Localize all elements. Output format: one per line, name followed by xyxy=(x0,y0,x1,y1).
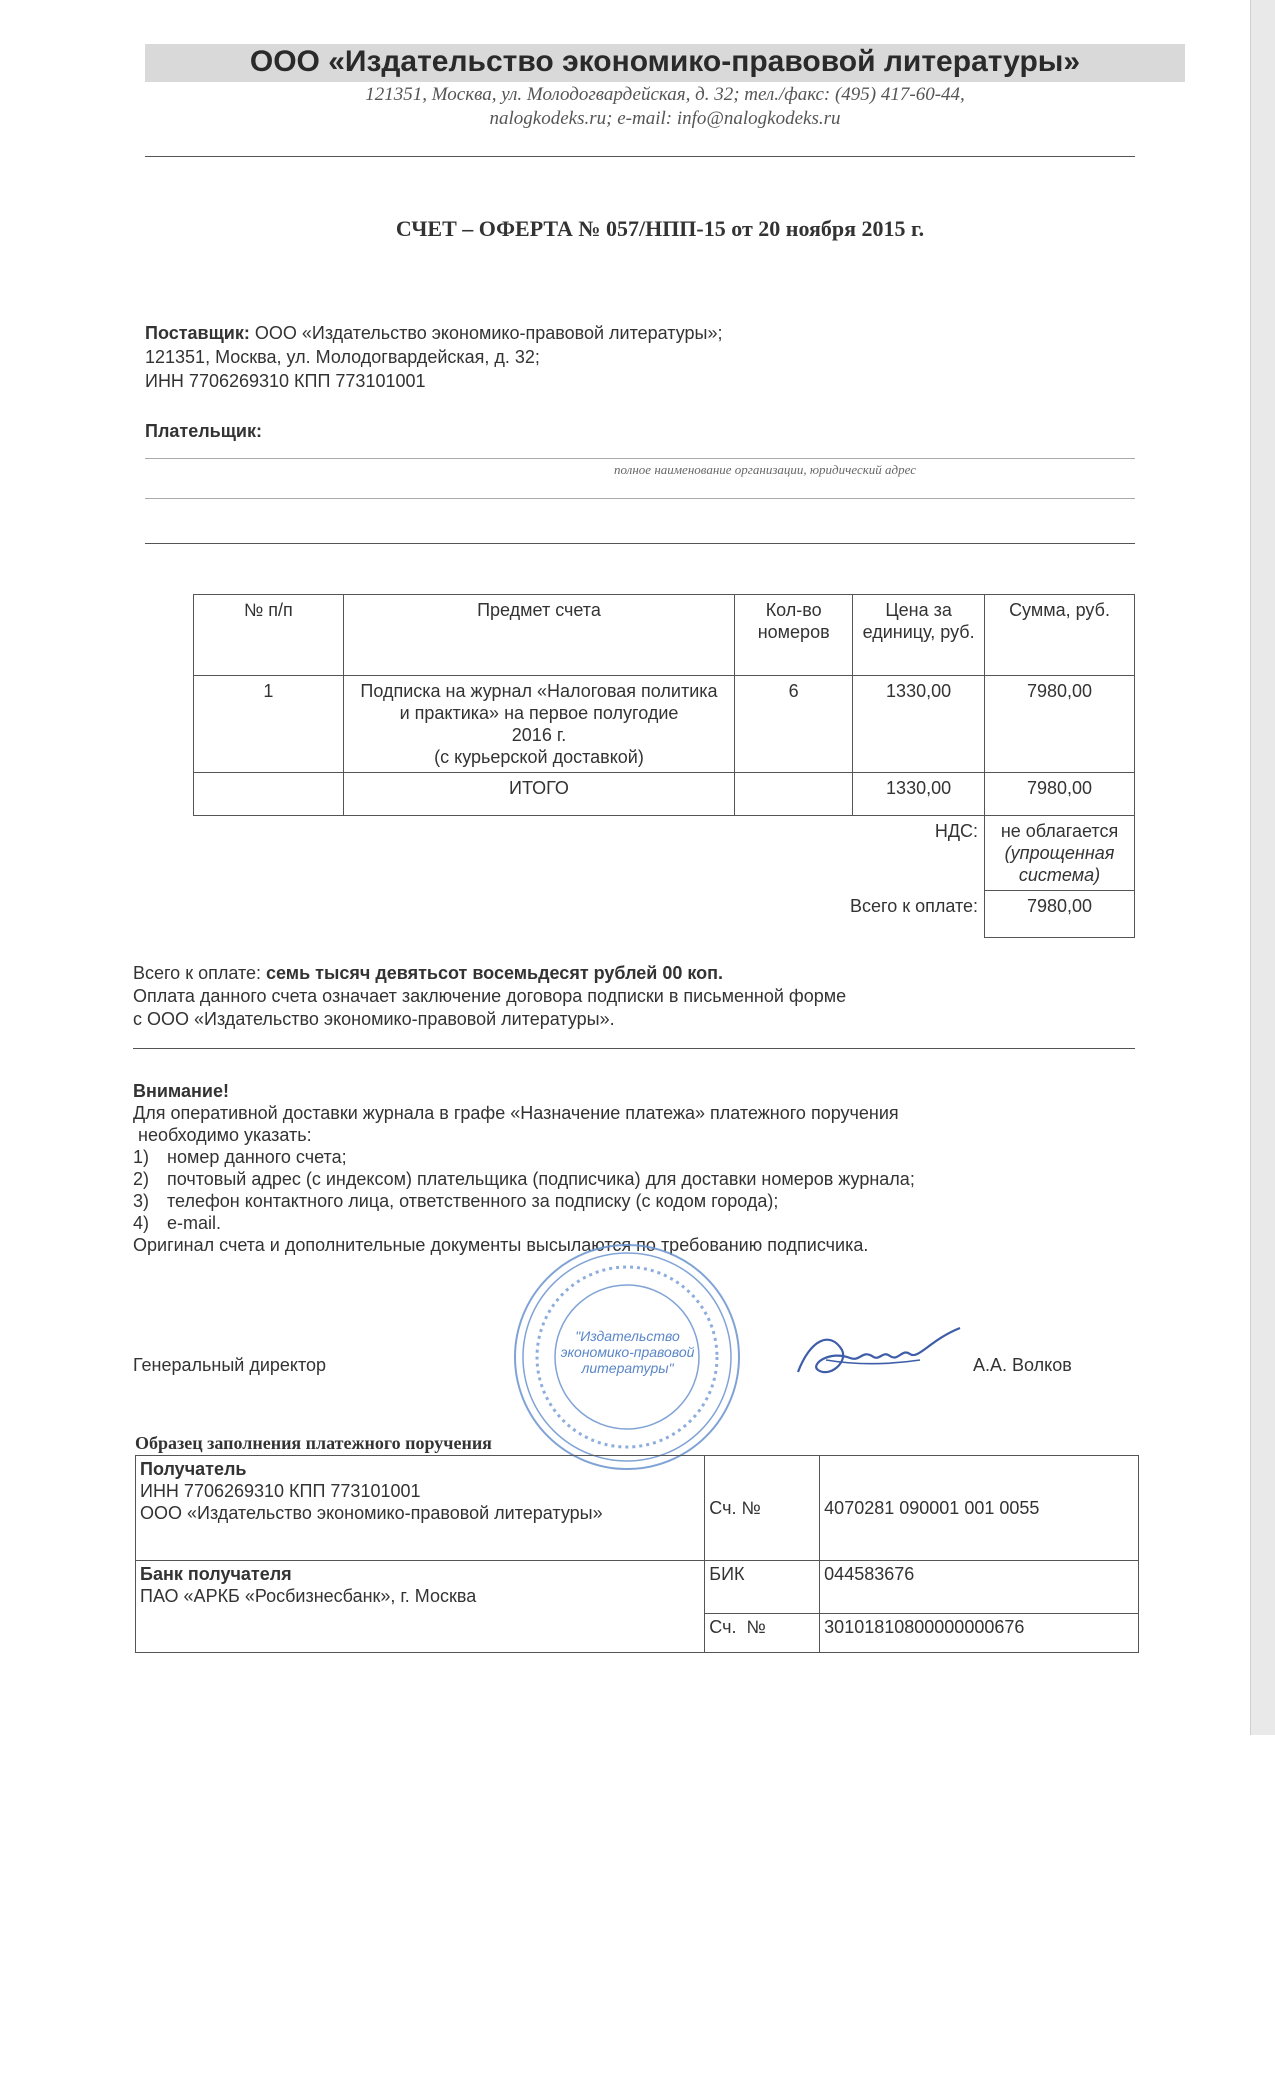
summary-total xyxy=(133,962,1133,984)
recipient-row xyxy=(136,1456,1139,1561)
attention-footer: Оригинал счета и дополнительные документы высылаются по требованию подписчика. xyxy=(133,1235,869,1255)
vat-label: НДС: xyxy=(934,821,979,841)
header-subject: Предмет счета xyxy=(343,595,734,676)
row-subject-line: 2016 г. xyxy=(511,725,567,745)
invoice-title: СЧЕТ – ОФЕРТА № 057/НПП-15 от 20 ноября 2015 г. xyxy=(395,216,925,241)
bank-label: Банк получателя xyxy=(140,1564,292,1584)
payment-sample-table xyxy=(135,1455,1139,1653)
grand-total-label: Всего к оплате: xyxy=(850,895,979,916)
bank-row xyxy=(136,1561,1139,1614)
contract-line-1: Оплата данного счета означает заключение договора подписки в письменной форме xyxy=(133,986,847,1006)
supplier-inn: ИНН 7706269310 КПП 773101001 xyxy=(145,371,426,391)
account-label: Сч. № xyxy=(705,1456,820,1561)
contract-line-2: с ООО «Издательство экономико-правовой литературы». xyxy=(133,1009,615,1029)
supplier-line xyxy=(145,322,1145,344)
list-item: 4) e-mail. xyxy=(133,1213,222,1233)
payer-line-2 xyxy=(145,498,1135,499)
total-price: 1330,00 xyxy=(853,773,985,816)
list-item: 3) телефон контактного лица, ответственного за подписку (с кодом города); xyxy=(133,1191,779,1211)
signature-icon xyxy=(790,1320,990,1390)
company-address: 121351, Москва, ул. Молодогвардейская, д. 32; тел./факс: (495) 417-60-44, xyxy=(365,84,965,105)
bank-cell xyxy=(136,1561,705,1653)
header-num: № п/п xyxy=(194,595,344,676)
company-web: nalogkodeks.ru; e-mail: info@nalogkodeks.ru xyxy=(489,108,841,129)
header-price: Цена за единицу, руб. xyxy=(853,595,985,676)
supplier-address: 121351, Москва, ул. Молодогвардейская, д. 32; xyxy=(145,347,540,367)
total-row xyxy=(194,773,1135,816)
grand-total-row xyxy=(194,891,1135,938)
grand-total-value: 7980,00 xyxy=(985,891,1135,938)
supplier-name: ООО «Издательство экономико-правовой литературы»; xyxy=(249,323,723,343)
attention-line-2: необходимо указать: xyxy=(133,1125,312,1145)
account-value: 4070281 090001 001 0055 xyxy=(820,1456,1139,1561)
summary-total-label: Всего к оплате: xyxy=(133,963,267,983)
items-table xyxy=(193,594,1135,938)
stamp-text: "Издательство экономико-правовой литературы" xyxy=(560,1328,695,1376)
signoff-position: Генеральный директор xyxy=(133,1355,327,1375)
bik-label: БИК xyxy=(705,1561,820,1614)
corr-value: 30101810800000000676 xyxy=(820,1614,1139,1653)
payer-caption: полное наименование организации, юридический адрес xyxy=(614,462,916,477)
attention-line-1: Для оперативной доставки журнала в графе «Назначение платежа» платежного поручения xyxy=(133,1103,899,1123)
payer-label: Плательщик: xyxy=(145,421,262,441)
vat-value: не облагается xyxy=(1000,821,1119,841)
signoff-name: А.А. Волков xyxy=(973,1355,1072,1375)
payment-sample-title: Образец заполнения платежного поручения xyxy=(135,1433,492,1453)
list-item: 2) почтовый адрес (с индексом) плательщика (подписчика) для доставки номеров журнала; xyxy=(133,1169,915,1189)
corr-label: Сч. № xyxy=(705,1614,820,1653)
table-row xyxy=(194,676,1135,773)
recipient-inn: ИНН 7706269310 КПП 773101001 xyxy=(140,1481,421,1501)
attention-title: Внимание! xyxy=(133,1081,229,1101)
recipient-name: ООО «Издательство экономико-правовой литературы» xyxy=(140,1503,603,1523)
bik-value: 044583676 xyxy=(820,1561,1139,1614)
row-subject-line: и практика» на первое полугодие xyxy=(399,703,679,723)
row-price: 1330,00 xyxy=(853,676,985,773)
row-subject-line: Подписка на журнал «Налоговая политика xyxy=(360,681,718,701)
summary-total-words: семь тысяч девятьсот восемьдесят рублей 00 коп. xyxy=(266,963,724,983)
total-qty-empty xyxy=(735,773,853,816)
row-num: 1 xyxy=(194,676,344,773)
company-name: ООО «Издательство экономико-правовой литературы» xyxy=(249,45,1081,78)
recipient-cell xyxy=(136,1456,705,1561)
scan-edge xyxy=(1250,0,1275,1735)
vat-row xyxy=(194,816,1135,891)
list-item: 1) номер данного счета; xyxy=(133,1147,347,1167)
summary-divider xyxy=(133,1048,1135,1049)
payer-line-3 xyxy=(145,543,1135,544)
total-empty xyxy=(194,773,344,816)
payer-line-1 xyxy=(145,458,1135,459)
total-sum: 7980,00 xyxy=(985,773,1135,816)
items-header-row xyxy=(194,595,1135,676)
row-qty: 6 xyxy=(735,676,853,773)
row-subject xyxy=(343,676,734,773)
row-subject-line: (с курьерской доставкой) xyxy=(434,747,644,767)
header-sum: Сумма, руб. xyxy=(985,595,1135,676)
header-qty: Кол-во номеров xyxy=(735,595,853,676)
row-sum: 7980,00 xyxy=(985,676,1135,773)
bank-name: ПАО «АРКБ «Росбизнесбанк», г. Москва xyxy=(140,1586,477,1606)
header-divider xyxy=(145,156,1135,157)
vat-cell xyxy=(985,816,1135,891)
supplier-label: Поставщик: xyxy=(145,323,250,343)
recipient-label: Получатель xyxy=(140,1459,247,1479)
total-label: ИТОГО xyxy=(343,773,734,816)
vat-note: (упрощенная система) xyxy=(1004,843,1115,885)
